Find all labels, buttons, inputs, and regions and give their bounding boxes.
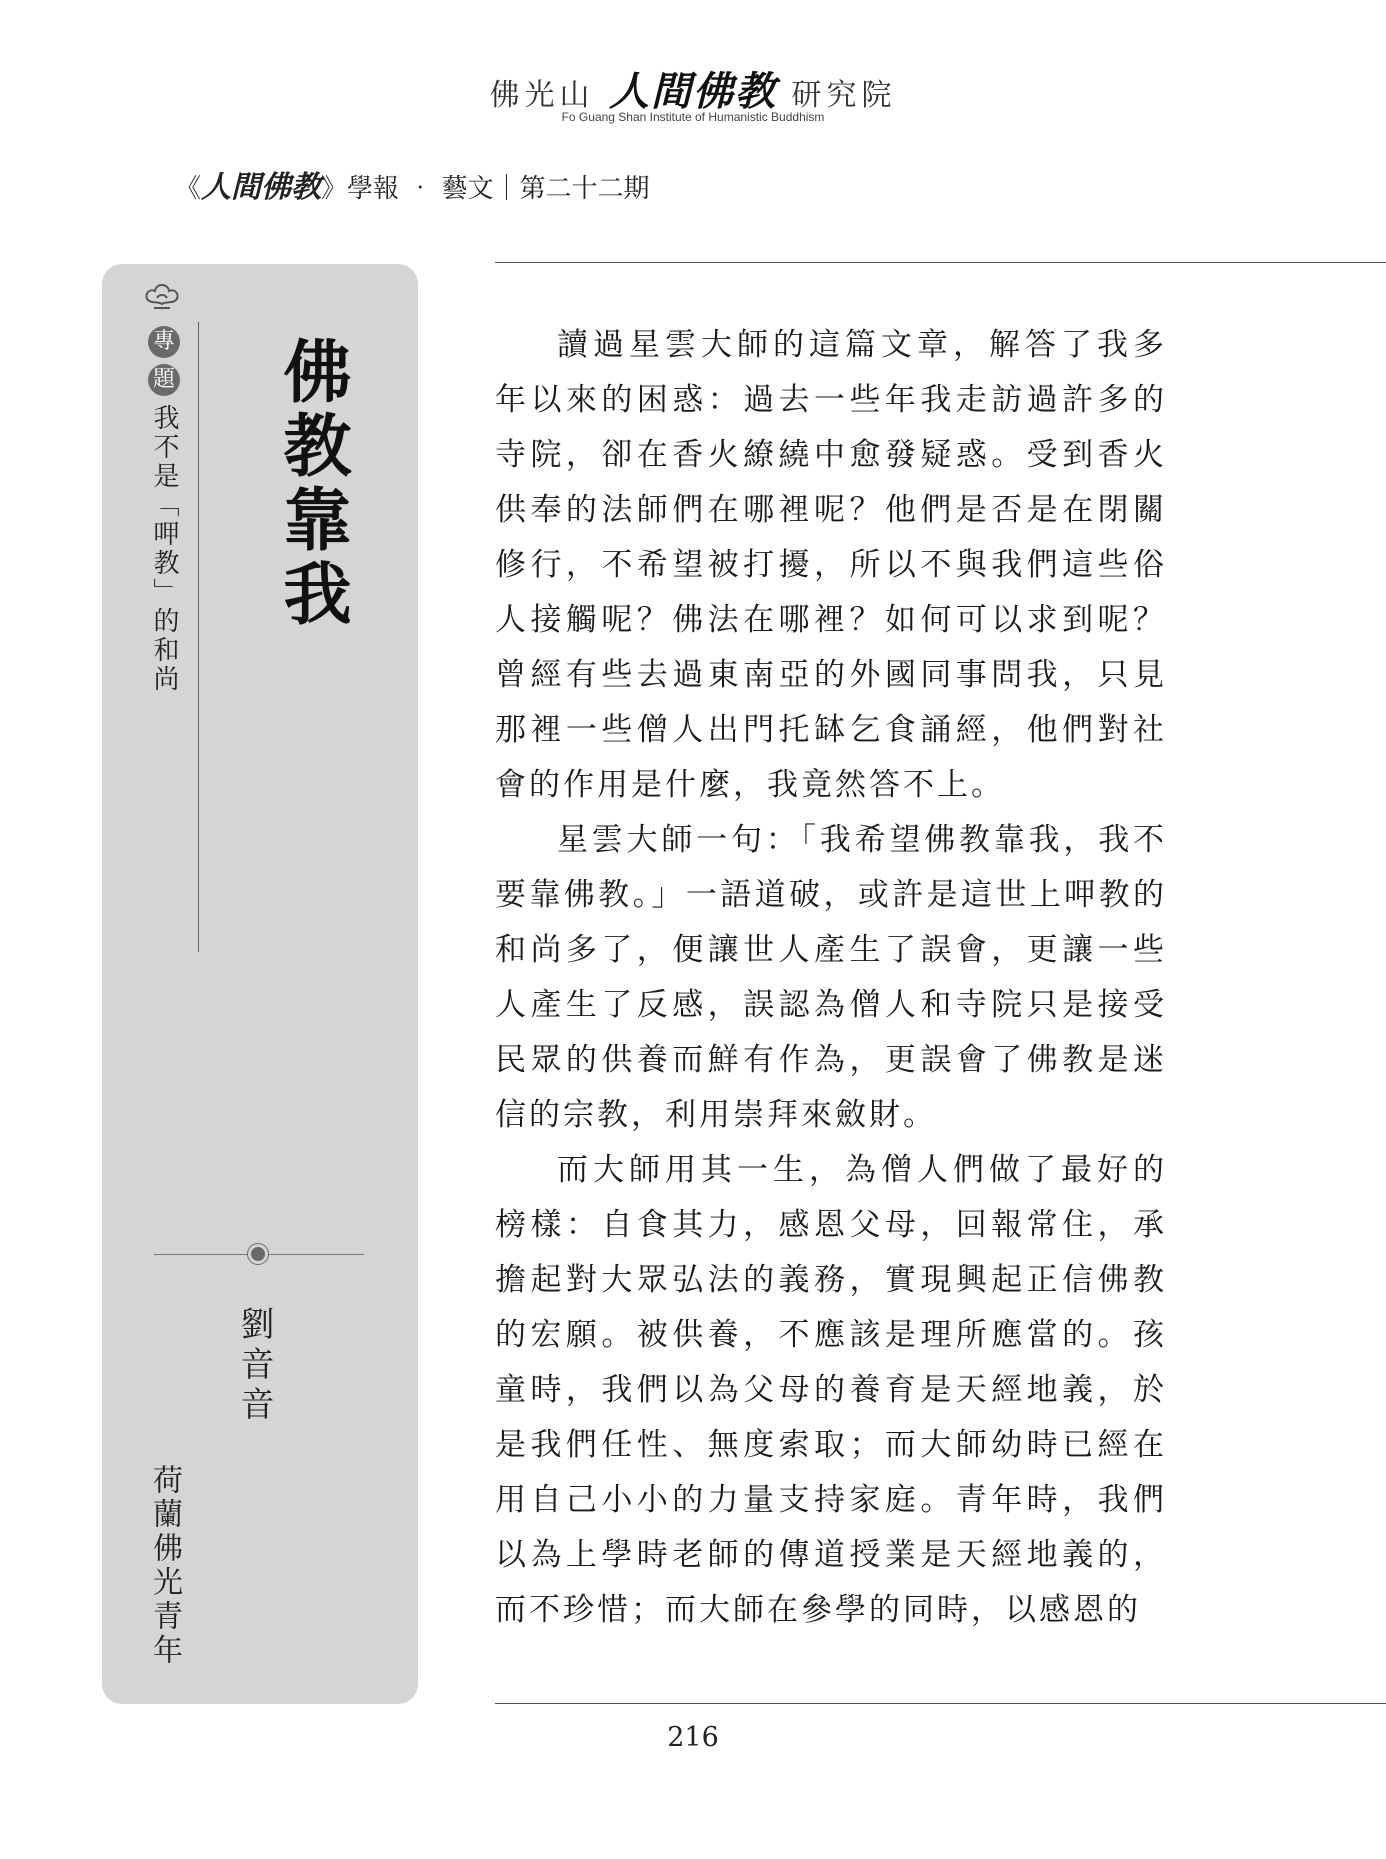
- journal-open-bracket: 《: [175, 174, 202, 204]
- journal-header: [175, 162, 650, 206]
- topic-badge-1: 專: [148, 326, 180, 358]
- institute-suffix: 研究院: [791, 78, 897, 113]
- institute-prefix: 佛光山: [489, 78, 595, 113]
- institute-brand: 人間佛教: [609, 68, 777, 115]
- sidebar-panel: [102, 264, 418, 1704]
- topic-badge-2: 題: [148, 364, 180, 396]
- institute-name: [0, 60, 1386, 117]
- sidebar-vertical-line: [198, 322, 199, 952]
- author-affiliation: 荷蘭佛光青年: [147, 1464, 182, 1668]
- journal-section-issue: 》學報 ‧ 藝文｜第二十二期: [321, 174, 650, 204]
- institute-english-name: Fo Guang Shan Institute of Humanistic Buddhism: [561, 110, 825, 124]
- divider-ornament-icon: [248, 1244, 268, 1264]
- top-rule: [495, 262, 1386, 263]
- paragraph: 而大師用其一生，為僧人們做了最好的榜樣：自食其力，感恩父母，回報常住，承擔起對大眾弘法的義務，實現興起正信佛教的宏願。被供養，不應該是理所應當的。孩童時，我們以為父母的養育是天經地義，於是我們任性、無度索取；而大師幼時已經在用自己小小的力量支持家庭。青年時，我們以為上學時老師的傳道授業是天經地義的，而不珍惜；而大師在參學的同時，以感恩的: [495, 1152, 1167, 1628]
- article-body: [495, 318, 1167, 1638]
- auspicious-cloud-icon: [142, 276, 182, 316]
- paragraph: 星雲大師一句：「我希望佛教靠我，我不要靠佛教。」一語道破，或許是這世上呷教的和尚多了，便讓世人產生了誤會，更讓一些人產生了反感，誤認為僧人和寺院只是接受民眾的供養而鮮有作為，更誤會了佛教是迷信的宗教，利用崇拜來斂財。: [495, 822, 1167, 1133]
- page-number: 216: [667, 1722, 719, 1753]
- paragraph: 讀過星雲大師的這篇文章，解答了我多年以來的困惑：過去一些年我走訪過許多的寺院，卻在香火繚繞中愈發疑惑。受到香火供奉的法師們在哪裡呢？他們是否是在閉關修行，不希望被打擾，所以不與我們這些俗人接觸呢？佛法在哪裡？如何可以求到呢？曾經有些去過東南亞的外國同事問我，只見那裡一些僧人出門托缽乞食誦經，他們對社會的作用是什麼，我竟然答不上。: [495, 327, 1167, 803]
- journal-brand: 人間佛教: [201, 170, 322, 205]
- article-title: 佛教靠我: [272, 336, 352, 632]
- author-name: 劉音音: [234, 1306, 274, 1426]
- bottom-rule: [495, 1703, 1386, 1704]
- topic-subtitle: 我不是「呷教」的和尚: [149, 404, 179, 694]
